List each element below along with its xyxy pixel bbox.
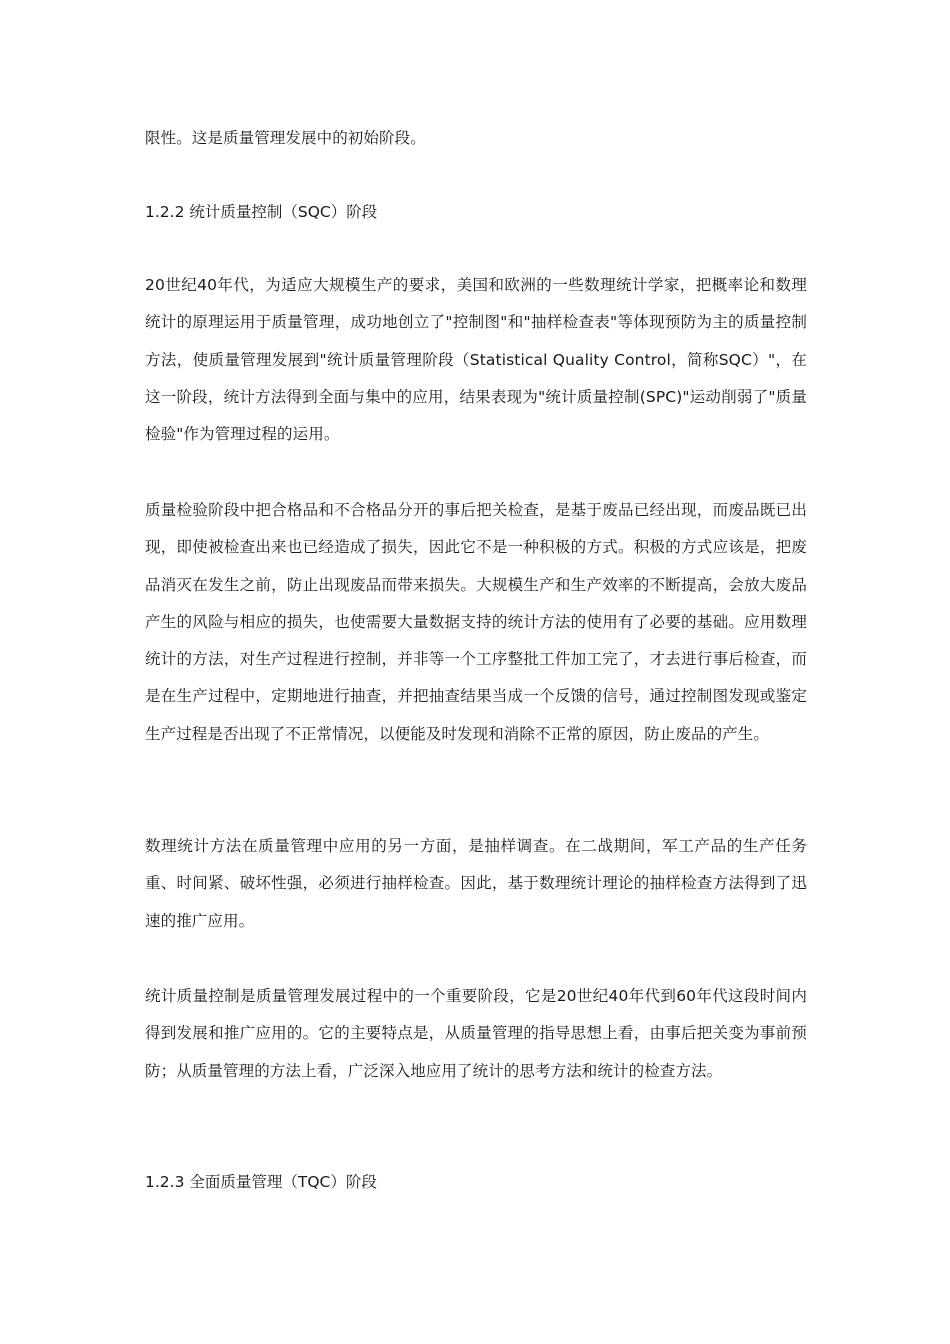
paragraph-sqc-origin: 20世纪40年代，为适应大规模生产的要求，美国和欧洲的一些数理统计学家，把概率论和数理统计的原理运用于质量管理，成功地创立了"控制图"和"抽样检查表"等体现预防为主的质量控制方法，使质量管理发展到"统计质量管理阶段（Statistical Quality Control，简称SQC）"，在这一阶段，统计方法得到全面与集中的应用，结果表现为"统计质量控制(SPC)"运动削弱了"质量检验"作为管理过程的运用。 <box>145 276 807 444</box>
intro-fragment: 限性。这是质量管理发展中的初始阶段。 <box>145 129 426 147</box>
paragraph-sqc-characteristics: 统计质量控制是质量管理发展过程中的一个重要阶段，它是20世纪40年代到60年代这段时间内得到发展和推广应用的。它的主要特点是，从质量管理的指导思想上看，由事后把关变为事前预防；从质量管理的方法上看，广泛深入地应用了统计的思考方法和统计的检查方法。 <box>145 987 807 1080</box>
paragraph-inspection-limits: 质量检验阶段中把合格品和不合格品分开的事后把关检查，是基于废品已经出现，而废品既已出现，即使被检查出来也已经造成了损失，因此它不是一种积极的方式。积极的方式应该是，把废品消灭在发生之前，防止出现废品而带来损失。大规模生产和生产效率的不断提高，会放大废品产生的风险与相应的损失，也使需要大量数据支持的统计方法的使用有了必要的基础。应用数理统计的方法，对生产过程进行控制，并非等一个工序整批工件加工完了，才去进行事后检查，而是在生产过程中，定期地进行抽查，并把抽查结果当成一个反馈的信号，通过控制图发现或鉴定生产过程是否出现了不正常情况，以便能及时发现和消除不正常的原因，防止废品的产生。 <box>145 501 807 743</box>
section-1-2-3-heading: 1.2.3 全面质量管理（TQC）阶段 <box>145 1173 377 1191</box>
paragraph-sampling: 数理统计方法在质量管理中应用的另一方面，是抽样调查。在二战期间，军工产品的生产任务重、时间紧、破坏性强，必须进行抽样检查。因此，基于数理统计理论的抽样检查方法得到了迅速的推广应用。 <box>145 837 807 930</box>
section-1-2-2-heading: 1.2.2 统计质量控制（SQC）阶段 <box>145 203 378 221</box>
